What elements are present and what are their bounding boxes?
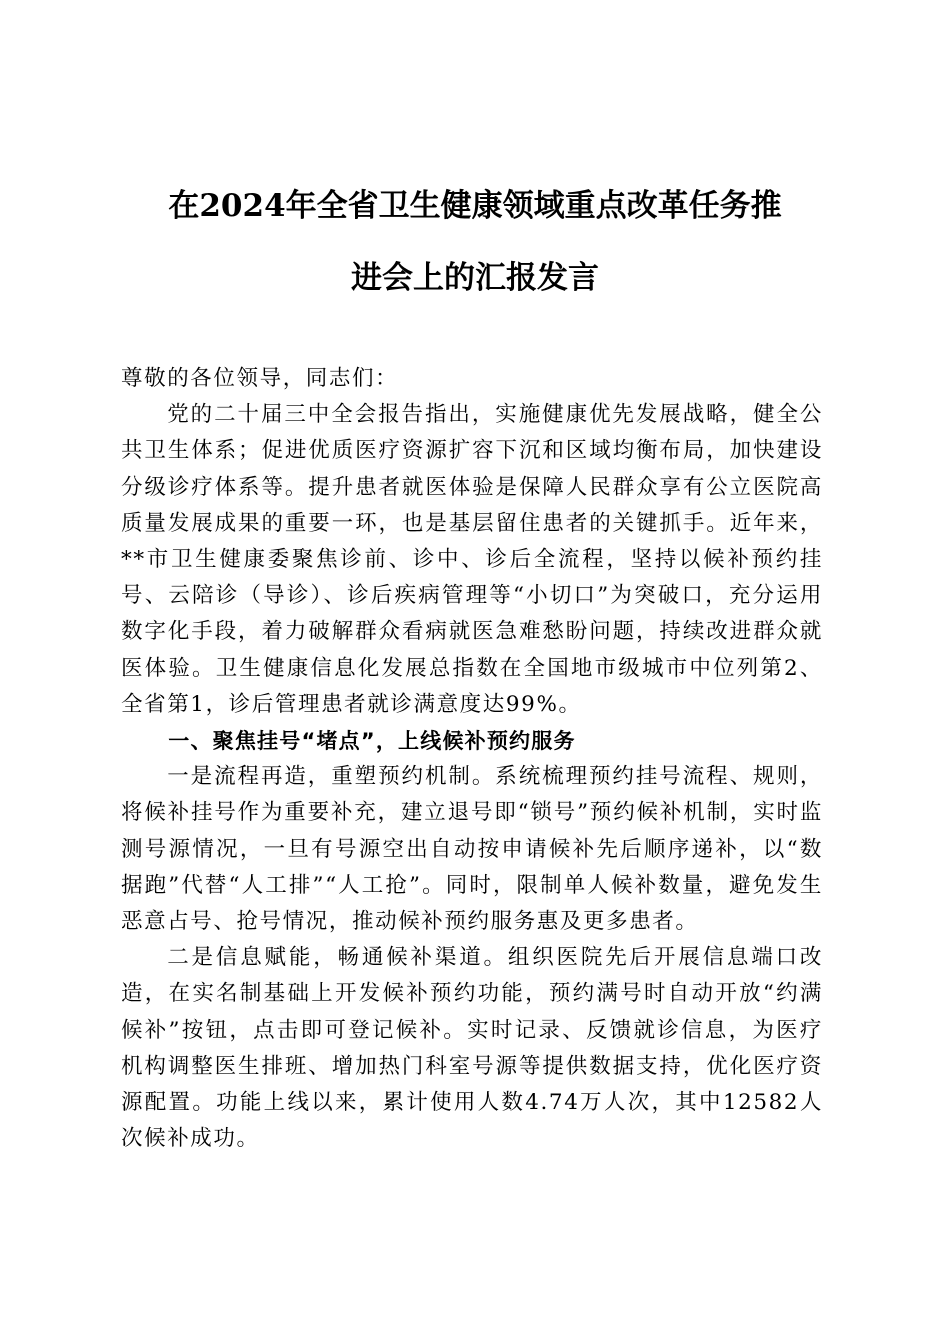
section-1-paragraph-1: 一是流程再造，重塑预约机制。系统梳理预约挂号流程、规则，将候补挂号作为重要补充，建立退号即“锁号”预约候补机制，实时监测号源情况，一旦有号源空出自动按申请候补先后顺序递补，以“数据跑”代替“人工排”“人工抢”。同时，限制单人候补数量，避免发生恶意占号、抢号情况，推动候补预约服务惠及更多患者。 — [121, 764, 823, 935]
salutation: 尊敬的各位领导，同志们： — [121, 366, 399, 391]
section-1-paragraph-2: 二是信息赋能，畅通候补渠道。组织医院先后开展信息端口改造，在实名制基础上开发候补预约功能，预约满号时自动开放“约满候补”按钮，点击即可登记候补。实时记录、反馈就诊信息，为医疗机构调整医生排班、增加热门科室号源等提供数据支持，优化医疗资源配置。功能上线以来，累计使用人数4.74万人次，其中12582人次候补成功。 — [121, 945, 823, 1152]
section-1-heading: 一、聚焦挂号“堵点”，上线候补预约服务 — [168, 729, 576, 754]
intro-paragraph: 党的二十届三中全会报告指出，实施健康优先发展战略，健全公共卫生体系；促进优质医疗资源扩容下沉和区域均衡布局，加快建设分级诊疗体系等。提升患者就医体验是保障人民群众享有公立医院高质量发展成果的重要一环，也是基层留住患者的关键抓手。近年来，**市卫生健康委聚焦诊前、诊中、诊后全流程，坚持以候补预约挂号、云陪诊（导诊）、诊后疾病管理等“小切口”为突破口，充分运用数字化手段，着力破解群众看病就医急难愁盼问题，持续改进群众就医体验。卫生健康信息化发展总指数在全国地市级城市中位列第2、全省第1，诊后管理患者就诊满意度达99%。 — [121, 402, 823, 717]
document-body — [121, 361, 823, 1157]
document-title — [120, 170, 830, 314]
title-line-2: 进会上的汇报发言 — [351, 260, 599, 296]
title-line-1: 在2024年全省卫生健康领域重点改革任务推 — [168, 188, 782, 224]
